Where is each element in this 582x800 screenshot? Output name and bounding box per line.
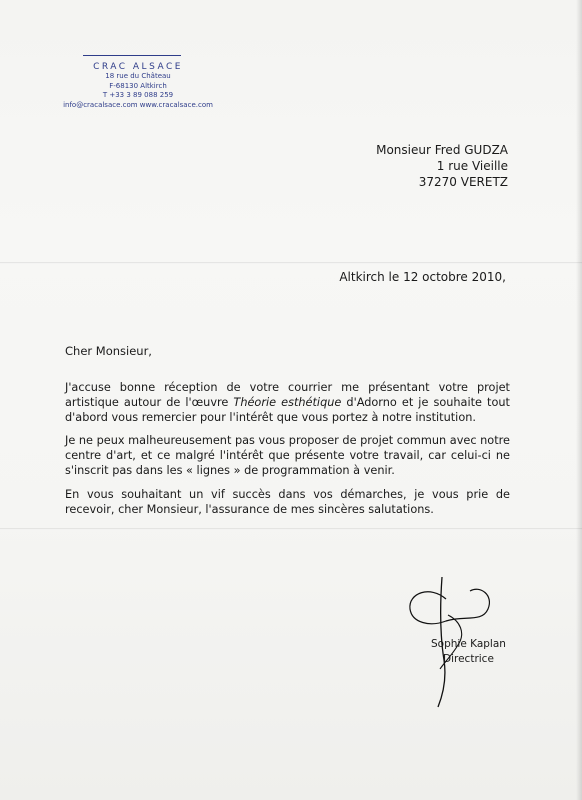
paragraph-text: J'accuse bonne réception de votre courrier me présentant votre projet artistique autour de l'œuvre	[65, 381, 510, 409]
organization-contact: info@cracalsace.com www.cracalsace.com	[63, 100, 213, 109]
recipient-street: 1 rue Vieille	[436, 159, 508, 173]
letterhead	[58, 62, 218, 110]
recipient-address	[376, 142, 508, 190]
paper-edge-shadow	[576, 0, 582, 800]
signer-name: Sophie Kaplan	[431, 638, 506, 650]
body-paragraph-1	[65, 380, 510, 425]
body-paragraph-2: Je ne peux malheureusement pas vous proposer de projet commun avec notre centre d'art, et ce malgré l'intérêt que présente votre travail, car celui-ci ne s'inscrit pas dans les « lignes » de programmation à venir.	[65, 434, 510, 477]
organization-phone: T +33 3 89 088 259	[102, 91, 174, 99]
paper-fold	[0, 528, 582, 530]
organization-name: CRAC ALSACE	[93, 62, 183, 72]
organization-address: 18 rue du Château	[105, 72, 171, 80]
letterhead-divider	[83, 55, 181, 56]
signer-block	[431, 637, 506, 667]
organization-city: F-68130 Altkirch	[109, 81, 167, 90]
letter-date: Altkirch le 12 octobre 2010,	[339, 270, 506, 284]
recipient-city: 37270 VERETZ	[418, 175, 508, 189]
book-title: Théorie esthétique	[233, 396, 342, 409]
recipient-name: Monsieur Fred GUDZA	[376, 143, 508, 157]
signer-title: Directrice	[443, 653, 494, 665]
paragraph-text: d'Adorno et je souhaite tout d'abord vous remercier pour l'intérêt que vous portez à notre institution.	[65, 396, 510, 424]
paper-fold	[0, 262, 582, 264]
body-paragraph-3: En vous souhaitant un vif succès dans vos démarches, je vous prie de recevoir, cher Monsieur, l'assurance de mes sincères salutations.	[65, 488, 510, 516]
salutation: Cher Monsieur,	[65, 344, 152, 358]
